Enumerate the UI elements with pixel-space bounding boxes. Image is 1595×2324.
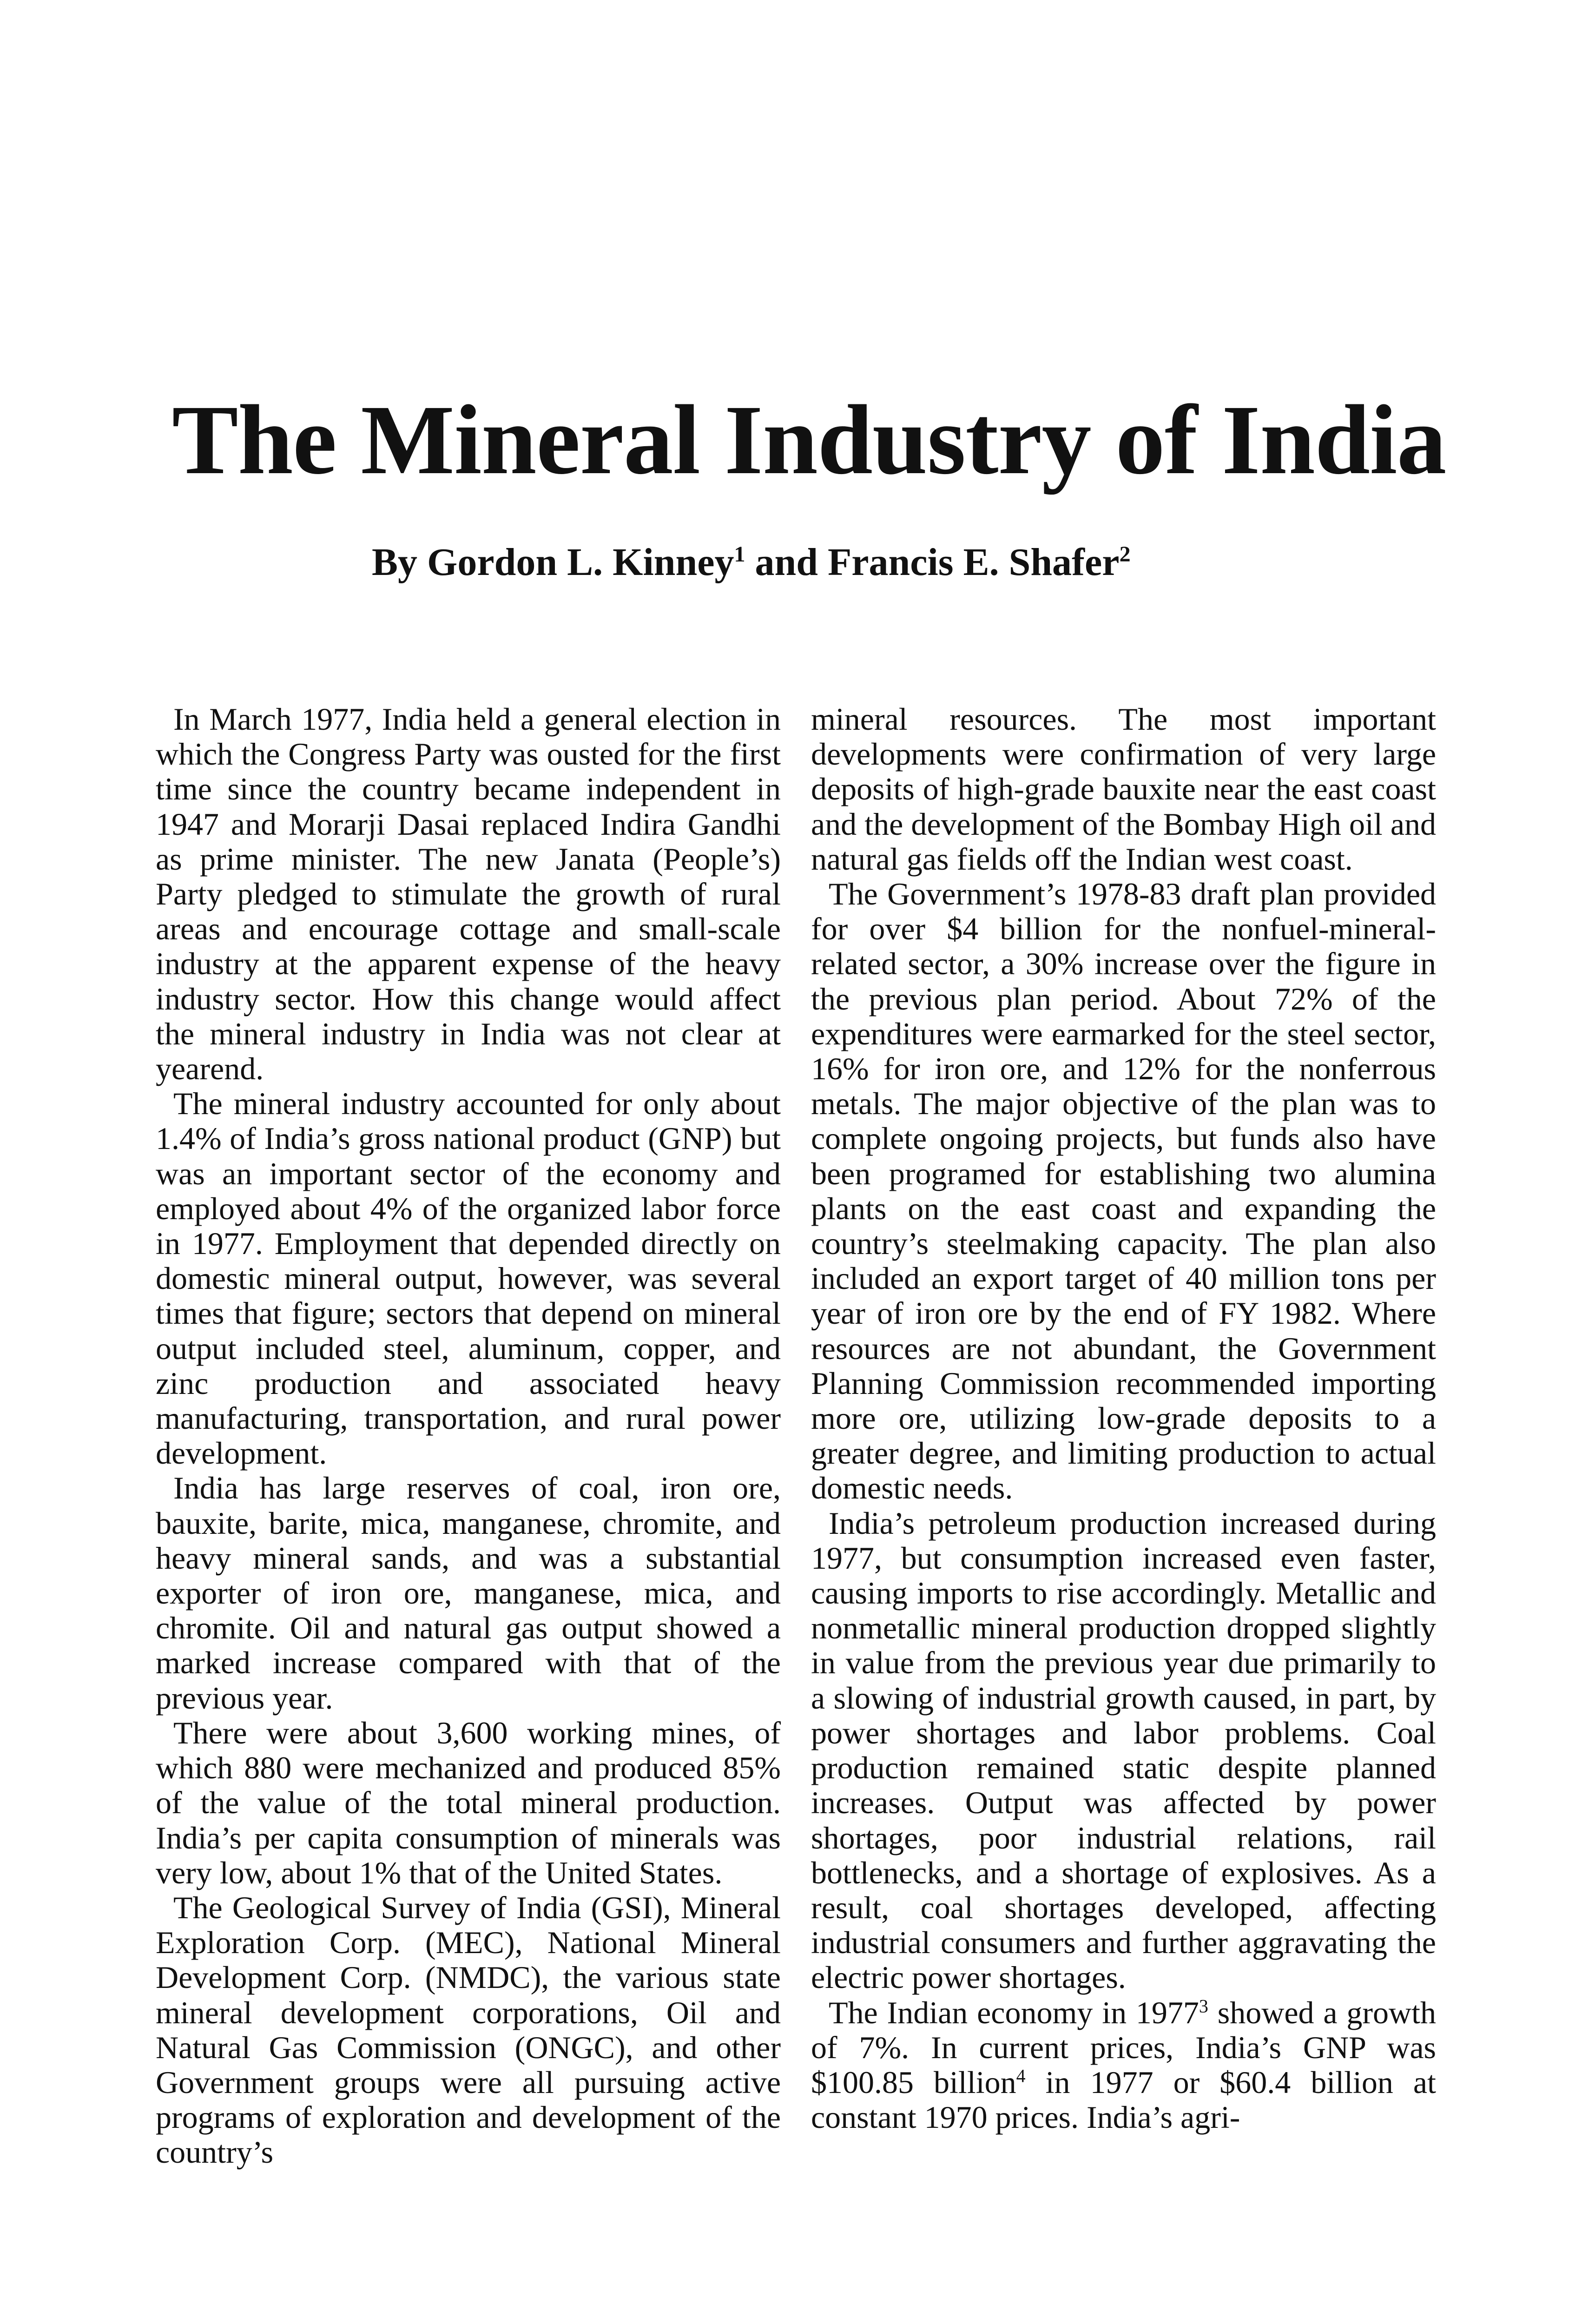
footnote-ref-2: 2 [1119,542,1131,567]
byline-second-author: and Francis E. Shafer [745,541,1120,584]
article-title: The Mineral Industry of India [172,385,1446,495]
footnote-ref-3: 3 [1199,1995,1208,2016]
byline-first-author: By Gordon L. Kinney [372,541,734,584]
paragraph-continued: mineral resources. The most important developments were confirmation of very large deposits of high-grade bauxite near the east coast and the development of the Bombay High oil and natural gas fields off the Indian west coast. [811,701,1436,877]
text-run: The Indian economy in 1977 [829,1994,1199,2030]
paragraph: India’s petroleum production increased during 1977, but consumption increased even faster, causing imports to rise accordingly. Metallic and nonmetallic mineral production dropped slightly in value from the previous year due primarily to a slowing of industrial growth caused, in part, by power shortages and labor problems. Coal production remained static despite planned increases. Output was affected by power shortages, poor industrial relations, rail bottlenecks, and a shortage of explosives. As a result, coal shortages developed, affecting industrial consumers and further aggravating the electric power shortages. [811,1505,1436,1995]
paragraph: The Government’s 1978-83 draft plan provided for over $4 billion for the nonfuel-mineral-related sector, a 30% increase over the figure in the previous plan period. About 72% of the expenditures were earmarked for the steel sector, 16% for iron ore, and 12% for the nonferrous metals. The major objective of the plan was to complete ongoing projects, but funds also have been programed for establishing two alumina plants on the east coast and expanding the country’s steelmaking capacity. The plan also included an export target of 40 million tons per year of iron ore by the end of FY 1982. Where resources are not abundant, the Government Planning Commission recommended importing more ore, utilizing low-grade deposits to a greater degree, and limiting production to actual domestic needs. [811,876,1436,1506]
paragraph: The Geological Survey of India (GSI), Mineral Exploration Corp. (MEC), National Mineral Development Corp. (NMDC), the various state mineral development corporations, Oil and Natural Gas Commission (ONGC), and other Government groups were all pursuing active programs of exploration and development of the country’s [156,1889,781,2170]
paragraph: The mineral industry accounted for only about 1.4% of India’s gross national product (GNP) but was an important sector of the economy and employed about 4% of the organized labor force in 1977. Employment that depended directly on domestic mineral output, however, was several times that figure; sectors that depend on mineral output included steel, aluminum, copper, and zinc production and associated heavy manufacturing, transportation, and rural power development. [156,1086,781,1471]
paragraph: There were about 3,600 working mines, of which 880 were mechanized and produced 85% of the value of the total mineral production. India’s per capita consumption of minerals was very low, about 1% that of the United States. [156,1715,781,1890]
paragraph [811,1995,1436,2135]
footnote-ref-4: 4 [1016,2065,1026,2086]
paragraph: In March 1977, India held a general election in which the Congress Party was ousted for the first time since the country became independent in 1947 and Morarji Dasai replaced Indira Gandhi as prime minister. The new Janata (People’s) Party pledged to stimulate the growth of rural areas and encourage cottage and small-scale industry at the apparent expense of the heavy industry sector. How this change would affect the mineral industry in India was not clear at yearend. [156,701,781,1087]
text-run: in 1977 or $60.4 billion at constant 1970 prices. India’s agri- [811,2064,1436,2135]
text-run: showed a growth of 7%. In current prices, India’s GNP was $100.85 billion [811,1994,1436,2100]
author-byline [372,543,1301,582]
footnote-ref-1: 1 [734,542,745,567]
paragraph: India has large reserves of coal, iron ore, bauxite, barite, mica, manganese, chromite, and heavy mineral sands, and was a substantial exporter of iron ore, manganese, mica, and chromite. Oil and natural gas output showed a marked increase compared with that of the previous year. [156,1470,781,1716]
left-column [156,702,781,2170]
right-column [811,702,1436,2135]
